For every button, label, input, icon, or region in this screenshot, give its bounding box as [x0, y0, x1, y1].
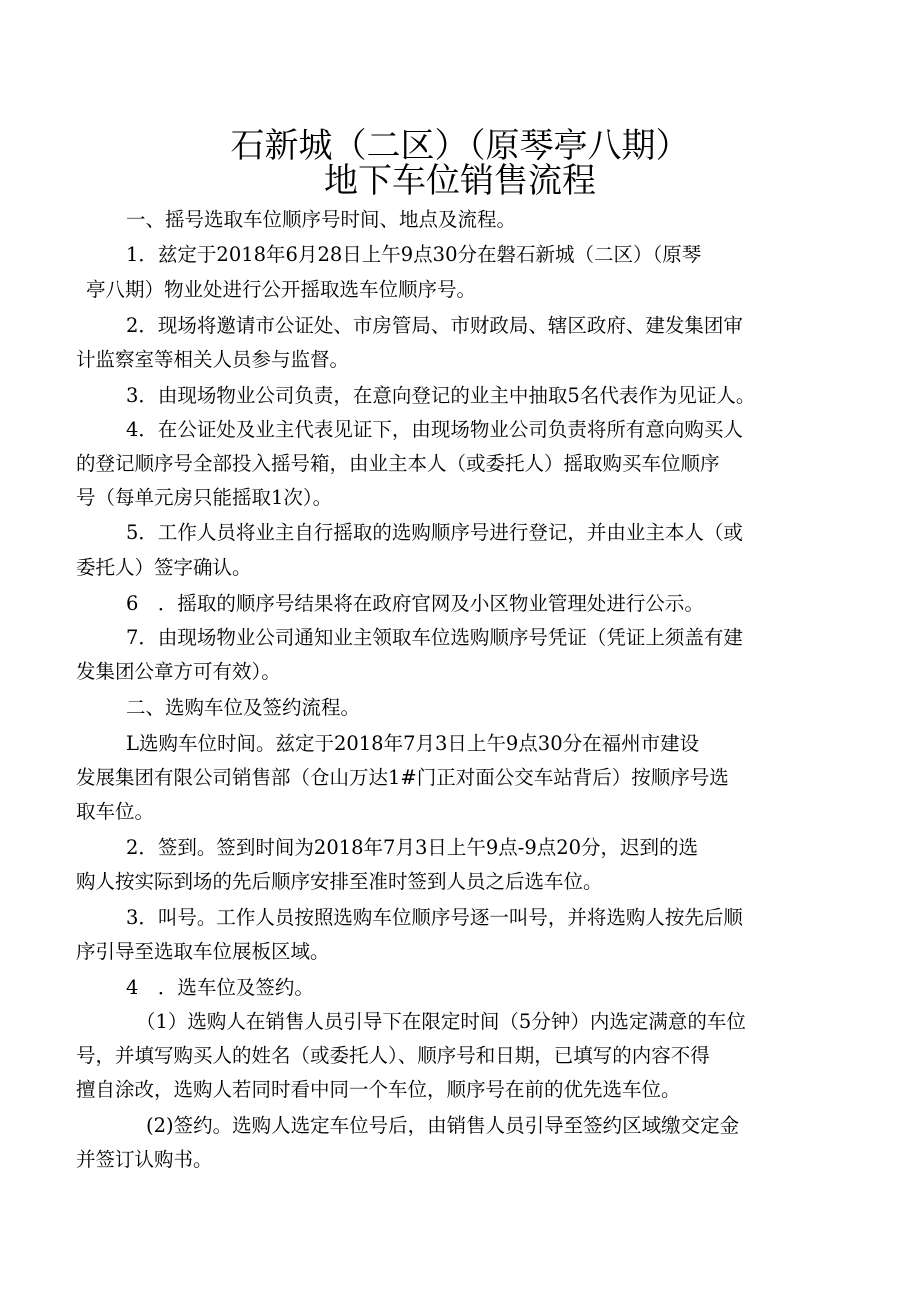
paragraph-line: 委托人）签字确认。	[76, 556, 252, 579]
paragraph-line: 4．在公证处及业主代表见证下，由现场物业公司负责将所有意向购买人	[126, 418, 743, 441]
paragraph-line: 并签订认购书。	[76, 1148, 213, 1171]
document-title-line-1: 石新城（二区）（原琴亭八期）	[230, 126, 690, 166]
paragraph-line: 取车位。	[76, 800, 155, 823]
paragraph-line: 擅自涂改，选购人若同时看中同一个车位，顺序号在前的优先选车位。	[76, 1078, 681, 1101]
paragraph-line: (2)签约。选购人选定车位号后，由销售人员引导至签约区域缴交定金	[146, 1114, 740, 1137]
paragraph-line: 发展集团有限公司销售部（仓山万达1#门正对面公交车站背后）按顺序号选	[76, 766, 729, 789]
paragraph-line: 3．由现场物业公司负责，在意向登记的业主中抽取5名代表作为见证人。	[126, 384, 756, 407]
paragraph-line: 计监察室等相关人员参与监督。	[76, 348, 350, 371]
paragraph-line: 2．签到。签到时间为2018年7月3日上午9点-9点20分，迟到的选	[126, 836, 699, 859]
paragraph-line: （1）选购人在销售人员引导下在限定时间（5分钟）内选定满意的车位	[136, 1010, 746, 1033]
section-heading-1: 一、摇号选取车位顺序号时间、地点及流程。	[126, 208, 517, 231]
paragraph-line: 亭八期）物业处进行公开摇取选车位顺序号。	[86, 278, 477, 301]
paragraph-line: 4 ．选车位及签约。	[126, 976, 314, 999]
paragraph-line: 2．现场将邀请市公证处、市房管局、市财政局、辖区政府、建发集团审	[126, 314, 743, 337]
paragraph-line: 7．由现场物业公司通知业主领取车位选购顺序号凭证（凭证上须盖有建	[126, 626, 743, 649]
paragraph-line: 号，并填写购买人的姓名（或委托人）、顺序号和日期，已填写的内容不得	[76, 1044, 710, 1067]
paragraph-line: 购人按实际到场的先后顺序安排至准时签到人员之后选车位。	[76, 870, 603, 893]
paragraph-line: 1．兹定于2018年6月28日上午9点30分在磐石新城（二区）（原琴	[126, 243, 702, 266]
paragraph-line: 3．叫号。工作人员按照选购车位顺序号逐一叫号，并将选购人按先后顺	[126, 906, 743, 929]
paragraph-line: 6 ．摇取的顺序号结果将在政府官网及小区物业管理处进行公示。	[126, 592, 704, 615]
paragraph-line: 5．工作人员将业主自行摇取的选购顺序号进行登记，并由业主本人（或	[126, 521, 743, 544]
paragraph-line: 序引导至选取车位展板区域。	[76, 940, 330, 963]
paragraph-line: 号（每单元房只能摇取1次）。	[76, 486, 333, 509]
document-title-line-2: 地下车位销售流程	[324, 161, 596, 201]
paragraph-line: 发集团公章方可有效）。	[76, 660, 281, 683]
paragraph-line: L选购车位时间。兹定于2018年7月3日上午9点30分在福州市建设	[126, 732, 700, 755]
paragraph-line: 的登记顺序号全部投入摇号箱，由业主本人（或委托人）摇取购买车位顺序	[76, 452, 720, 475]
section-heading-2: 二、选购车位及签约流程。	[126, 696, 361, 719]
